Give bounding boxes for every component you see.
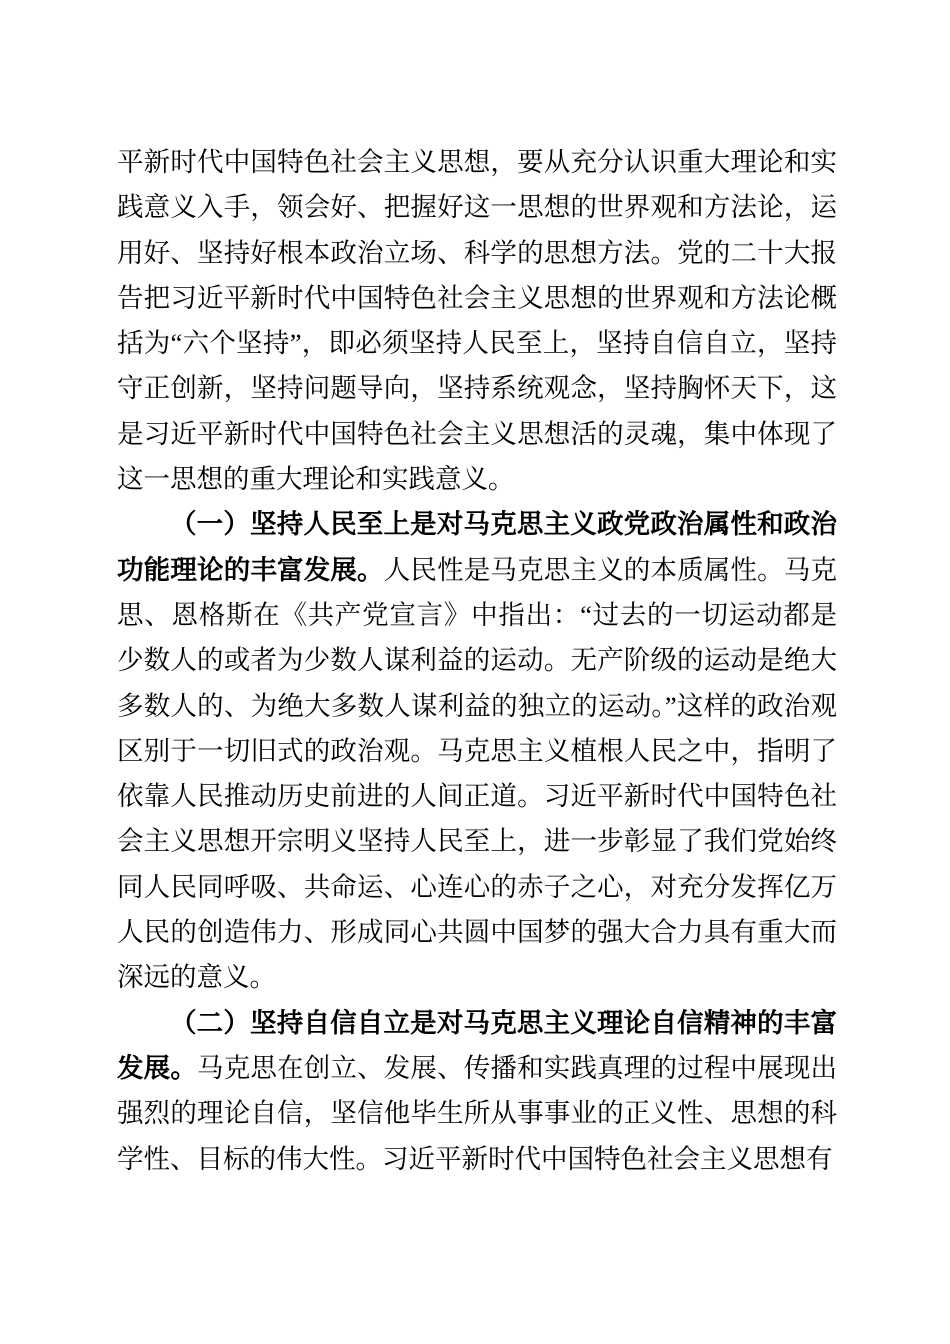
document-body (117, 140, 837, 1182)
body-text-run: 人民性是马克思主义的本质属性。马克思、恩格斯在《共产党宣言》中指出：“过去的一切运动都是少数人的或者为少数人谋利益的运动。无产阶级的运动是绝大多数人的、为绝大多数人谋利益的独立的运动。”这样的政治观区别于一切旧式的政治观。马克思主义植根人民之中，指明了依靠人民推动历史前进的人间正道。习近平新时代中国特色社会主义思想开宗明义坚持人民至上，进一步彰显了我们党始终同人民同呼吸、共命运、心连心的赤子之心，对充分发挥亿万人民的创造伟力、形成同心共圆中国梦的强大合力具有重大而深远的意义。 (117, 554, 838, 993)
body-text-run: 马克思在创立、发展、传播和实践真理的过程中展现出强烈的理论自信，坚信他毕生所从事事业的正义性、思想的科学性、目标的伟大性。习近平新时代中国特色社会主义思想有 (117, 1052, 838, 1174)
paragraph-point-two (117, 1001, 837, 1182)
body-text-run: 平新时代中国特色社会主义思想，要从充分认识重大理论和实践意义入手，领会好、把握好这一思想的世界观和方法论，运用好、坚持好根本政治立场、科学的思想方法。党的二十大报告把习近平新时代中国特色社会主义思想的世界观和方法论概括为“六个坚持”，即必须坚持人民至上，坚持自信自立，坚持守正创新，坚持问题导向，坚持系统观念，坚持胸怀天下，这是习近平新时代中国特色社会主义思想活的灵魂，集中体现了这一思想的重大理论和实践意义。 (117, 147, 837, 495)
lead-sentence-bold: （二）坚持自信自立是对马克思主义理论自信精神的丰富发展。 (117, 1007, 837, 1083)
paragraph-point-one (117, 502, 837, 1000)
paragraph-continuation (117, 140, 837, 502)
lead-sentence-bold: （一）坚持人民至上是对马克思主义政党政治属性和政治功能理论的丰富发展。 (117, 509, 837, 585)
